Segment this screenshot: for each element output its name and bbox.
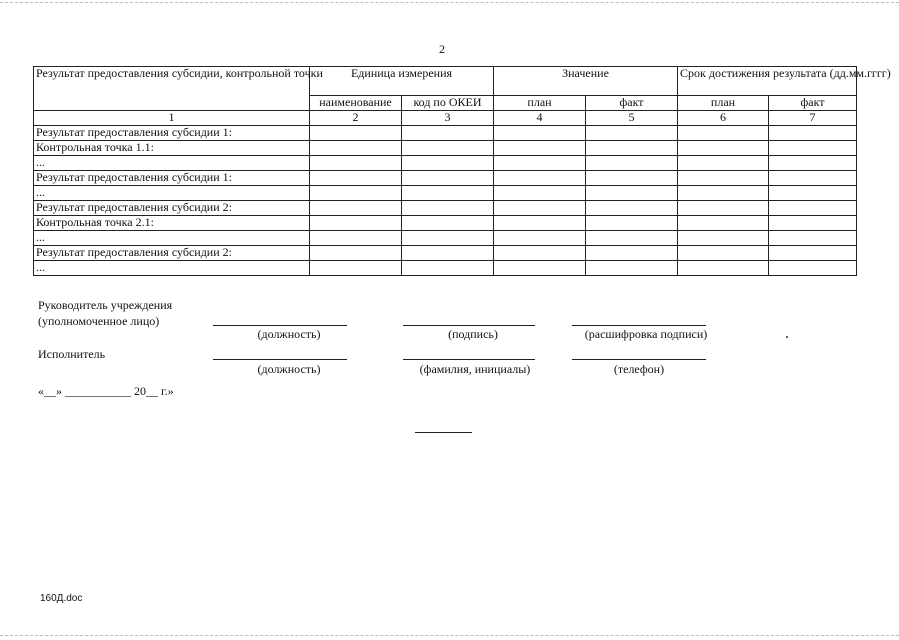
column-number: 6 (678, 111, 769, 126)
table-row (34, 216, 857, 231)
table-row (34, 231, 857, 246)
table-row (34, 261, 857, 276)
row-label: ... (34, 231, 310, 246)
header-deadline-plan: план (678, 96, 769, 111)
table-row (34, 186, 857, 201)
table-row (34, 141, 857, 156)
table-row (34, 201, 857, 216)
column-number: 4 (494, 111, 586, 126)
table-row (34, 126, 857, 141)
column-number: 2 (310, 111, 402, 126)
header-unit-okei: код по ОКЕИ (402, 96, 494, 111)
header-unit: Единица измерения (310, 67, 494, 96)
row-label: Контрольная точка 2.1: (34, 216, 310, 231)
head-decoding-caption: (расшифровка подписи) (584, 327, 708, 341)
head-position-line (213, 325, 347, 326)
row-label: Результат предоставления субсидии 1: (34, 126, 310, 141)
executor-phone-caption: (телефон) (613, 362, 665, 376)
column-number-row (34, 111, 857, 126)
footer-filename: 160Д.doc (40, 593, 83, 604)
row-label: ... (34, 261, 310, 276)
executor-phone-line (572, 359, 706, 360)
header-deadline-fact: факт (769, 96, 857, 111)
header-value: Значение (494, 67, 678, 96)
date-line: «__» ___________ 20__ г.» (38, 384, 174, 398)
column-number: 7 (769, 111, 857, 126)
results-table (33, 66, 891, 276)
executor-title: Исполнитель (38, 347, 106, 361)
row-label: ... (34, 156, 310, 171)
header-deadline: Срок достижения результата (дд.мм.гггг) (678, 67, 857, 96)
table-row (34, 171, 857, 186)
executor-position-line (213, 359, 347, 360)
column-number: 3 (402, 111, 494, 126)
row-label: Результат предоставления субсидии 2: (34, 246, 310, 261)
header-value-plan: план (494, 96, 586, 111)
column-number: 1 (34, 111, 310, 126)
scan-speck (786, 336, 788, 338)
head-position-caption: (должность) (257, 327, 321, 341)
header-value-fact: факт (586, 96, 678, 111)
executor-position-caption: (должность) (257, 362, 321, 376)
head-subtitle: (уполномоченное лицо) (38, 314, 160, 328)
header-unit-name: наименование (310, 96, 402, 111)
column-number: 5 (586, 111, 678, 126)
head-signature-caption: (подпись) (448, 327, 498, 341)
row-label: Результат предоставления субсидии 1: (34, 171, 310, 186)
row-label: Контрольная точка 1.1: (34, 141, 310, 156)
executor-name-line (403, 359, 535, 360)
row-label: ... (34, 186, 310, 201)
page-number: 2 (439, 42, 445, 56)
head-title: Руководитель учреждения (38, 298, 173, 312)
document-end-line (415, 432, 472, 433)
row-label: Результат предоставления субсидии 2: (34, 201, 310, 216)
executor-name-caption: (фамилия, инициалы) (419, 362, 531, 376)
header-result: Результат предоставления субсидии, контрольной точки (34, 67, 310, 111)
head-decoding-line (572, 325, 706, 326)
table-row (34, 156, 857, 171)
scan-bottom-edge (0, 635, 899, 636)
head-signature-line (403, 325, 535, 326)
table-header-row (34, 67, 857, 96)
table-row (34, 246, 857, 261)
scan-top-edge (0, 2, 899, 3)
